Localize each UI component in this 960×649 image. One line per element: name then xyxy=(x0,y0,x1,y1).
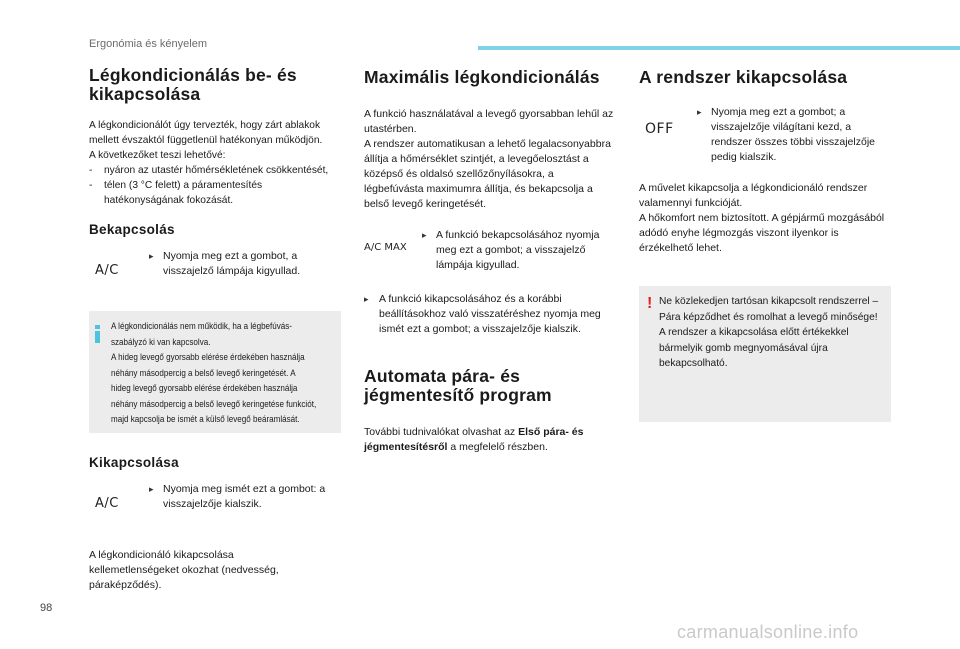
note-line: A hideg levegő gyorsabb elérése érdekében használja xyxy=(111,352,305,363)
arrow-icon: ▸ xyxy=(422,230,427,240)
system-off-body: A művelet kikapcsolja a légkondicionáló rendszer valamennyi funkcióját. A hőkomfort nem biztosított. A gépjármű mozgásából adódó enyhe légmozgás viszont ilyenkor is érzékelhető lehet. xyxy=(639,182,885,254)
header-accent-bar xyxy=(478,46,960,50)
on-button-row xyxy=(89,249,341,297)
off-heading: Kikapcsolása xyxy=(89,455,179,470)
info-note xyxy=(89,311,341,433)
page-number: 98 xyxy=(40,602,53,614)
max-button-row xyxy=(364,228,616,278)
auto-demist-title: Automata pára- és jégmentesítő program xyxy=(364,366,552,405)
column-system-off xyxy=(639,66,891,422)
ref-post: a megfelelő részben. xyxy=(447,441,548,453)
system-off-title: A rendszer kikapcsolása xyxy=(639,67,848,87)
info-icon xyxy=(95,325,100,337)
max-off-text: A funkció kikapcsolásához és a korábbi beállításokhoz való visszatéréshez nyomja meg ismét ezt a gombot; a visszajelzője kialszik. xyxy=(379,293,601,335)
max-ac-title: Maximális légkondicionálás xyxy=(364,67,600,87)
note-line: néhány másodpercig a belső levegő keringetése funkciót, xyxy=(111,398,317,410)
off-system-instruction xyxy=(697,105,881,165)
list-item: - télen (3 °C felett) a páramentesítés hatékonyságának fokozását. xyxy=(89,178,341,208)
arrow-icon: ▸ xyxy=(149,251,154,261)
list-item: - nyáron az utastér hőmérsékletének csökkentését, xyxy=(89,163,341,178)
warning-text: Ne közlekedjen tartósan kikapcsolt rendszerrel – Pára képződhet és romolhat a levegő minősége! A rendszer a kikapcsolása előtt értékekkel bármelyik gomb megnyomásával újra bekapcsolható. xyxy=(659,296,879,369)
off-instruction-text: Nyomja meg ismét ezt a gombot: a visszajelzője kialszik. xyxy=(163,483,326,510)
off-system-text: Nyomja meg ezt a gombot; a visszajelzője világítani kezd, a rendszer összes többi visszajelzője pedig kialszik. xyxy=(711,106,875,163)
ac-button-icon: A/C xyxy=(95,496,119,511)
max-instruction xyxy=(422,228,606,273)
off-button-row xyxy=(89,482,341,534)
on-instruction-text: Nyomja meg ezt a gombot, a visszajelző lámpája kigyullad. xyxy=(163,250,301,277)
section-header: Ergonómia és kényelem xyxy=(89,38,208,50)
ac-bullets xyxy=(89,163,341,208)
arrow-icon: ▸ xyxy=(697,107,702,117)
warning-icon: ! xyxy=(647,295,653,312)
ref-link-text: Első pára- és jégmentesítésről xyxy=(364,426,584,453)
ref-pre: További tudnivalókat olvashat az xyxy=(364,426,519,438)
arrow-icon: ▸ xyxy=(149,484,154,494)
warning-note xyxy=(639,286,891,422)
on-heading: Bekapcsolás xyxy=(89,222,175,237)
watermark: carmanualsonline.info xyxy=(677,622,859,642)
max-ac-intro: A funkció használatával a levegő gyorsabban lehűl az utastérben. A rendszer automatikusan a lehető legalacsonyabbra állítja a hőmérséklet szintjét, a levegőelosztást a középső és oldalsó szellőzőnyílásokra, a légbefúvásta maximumra állítja, és bekapcsolja a belső levegő keringetését. xyxy=(364,108,614,210)
max-instruction-text: A funkció bekapcsolásához nyomja meg ezt a gombot; a visszajelző lámpája kigyullad. xyxy=(436,229,600,271)
on-instruction xyxy=(149,249,343,279)
column-max-ac xyxy=(364,66,616,455)
max-off-instruction xyxy=(364,292,614,337)
ac-title: Légkondicionálás be- és kikapcsolása xyxy=(89,65,297,104)
ac-button-icon: A/C xyxy=(95,263,119,278)
ac-intro: A légkondicionálót úgy tervezték, hogy zárt ablakok mellett évszaktól függetlenül hatékonyan működjön. A következőket teszi lehetővé: xyxy=(89,120,323,161)
ac-max-button-icon: A/C MAX xyxy=(364,242,407,253)
ac-outro: A légkondicionáló kikapcsolása kellemetlenségeket okozhat (nedvesség, páraképződés). xyxy=(89,549,279,591)
column-ac-on-off xyxy=(89,66,341,593)
note-line: néhány másodpercig a belső levegő keringetését. A xyxy=(111,367,296,379)
note-line: szabályzó ki van kapcsolva. xyxy=(111,336,211,348)
reference-text xyxy=(364,425,616,455)
arrow-icon: ▸ xyxy=(364,294,369,304)
note-line: majd kapcsolja be ismét a külső levegő beáramlását. xyxy=(111,414,300,425)
note-line: hideg levegő gyorsabb elérése érdekében használja xyxy=(111,383,298,394)
off-instruction xyxy=(149,482,343,512)
off-button-icon: OFF xyxy=(645,121,674,137)
off-system-button-row xyxy=(639,105,891,167)
note-line: A légkondicionálás nem működik, ha a légbefúvás- xyxy=(111,321,292,332)
